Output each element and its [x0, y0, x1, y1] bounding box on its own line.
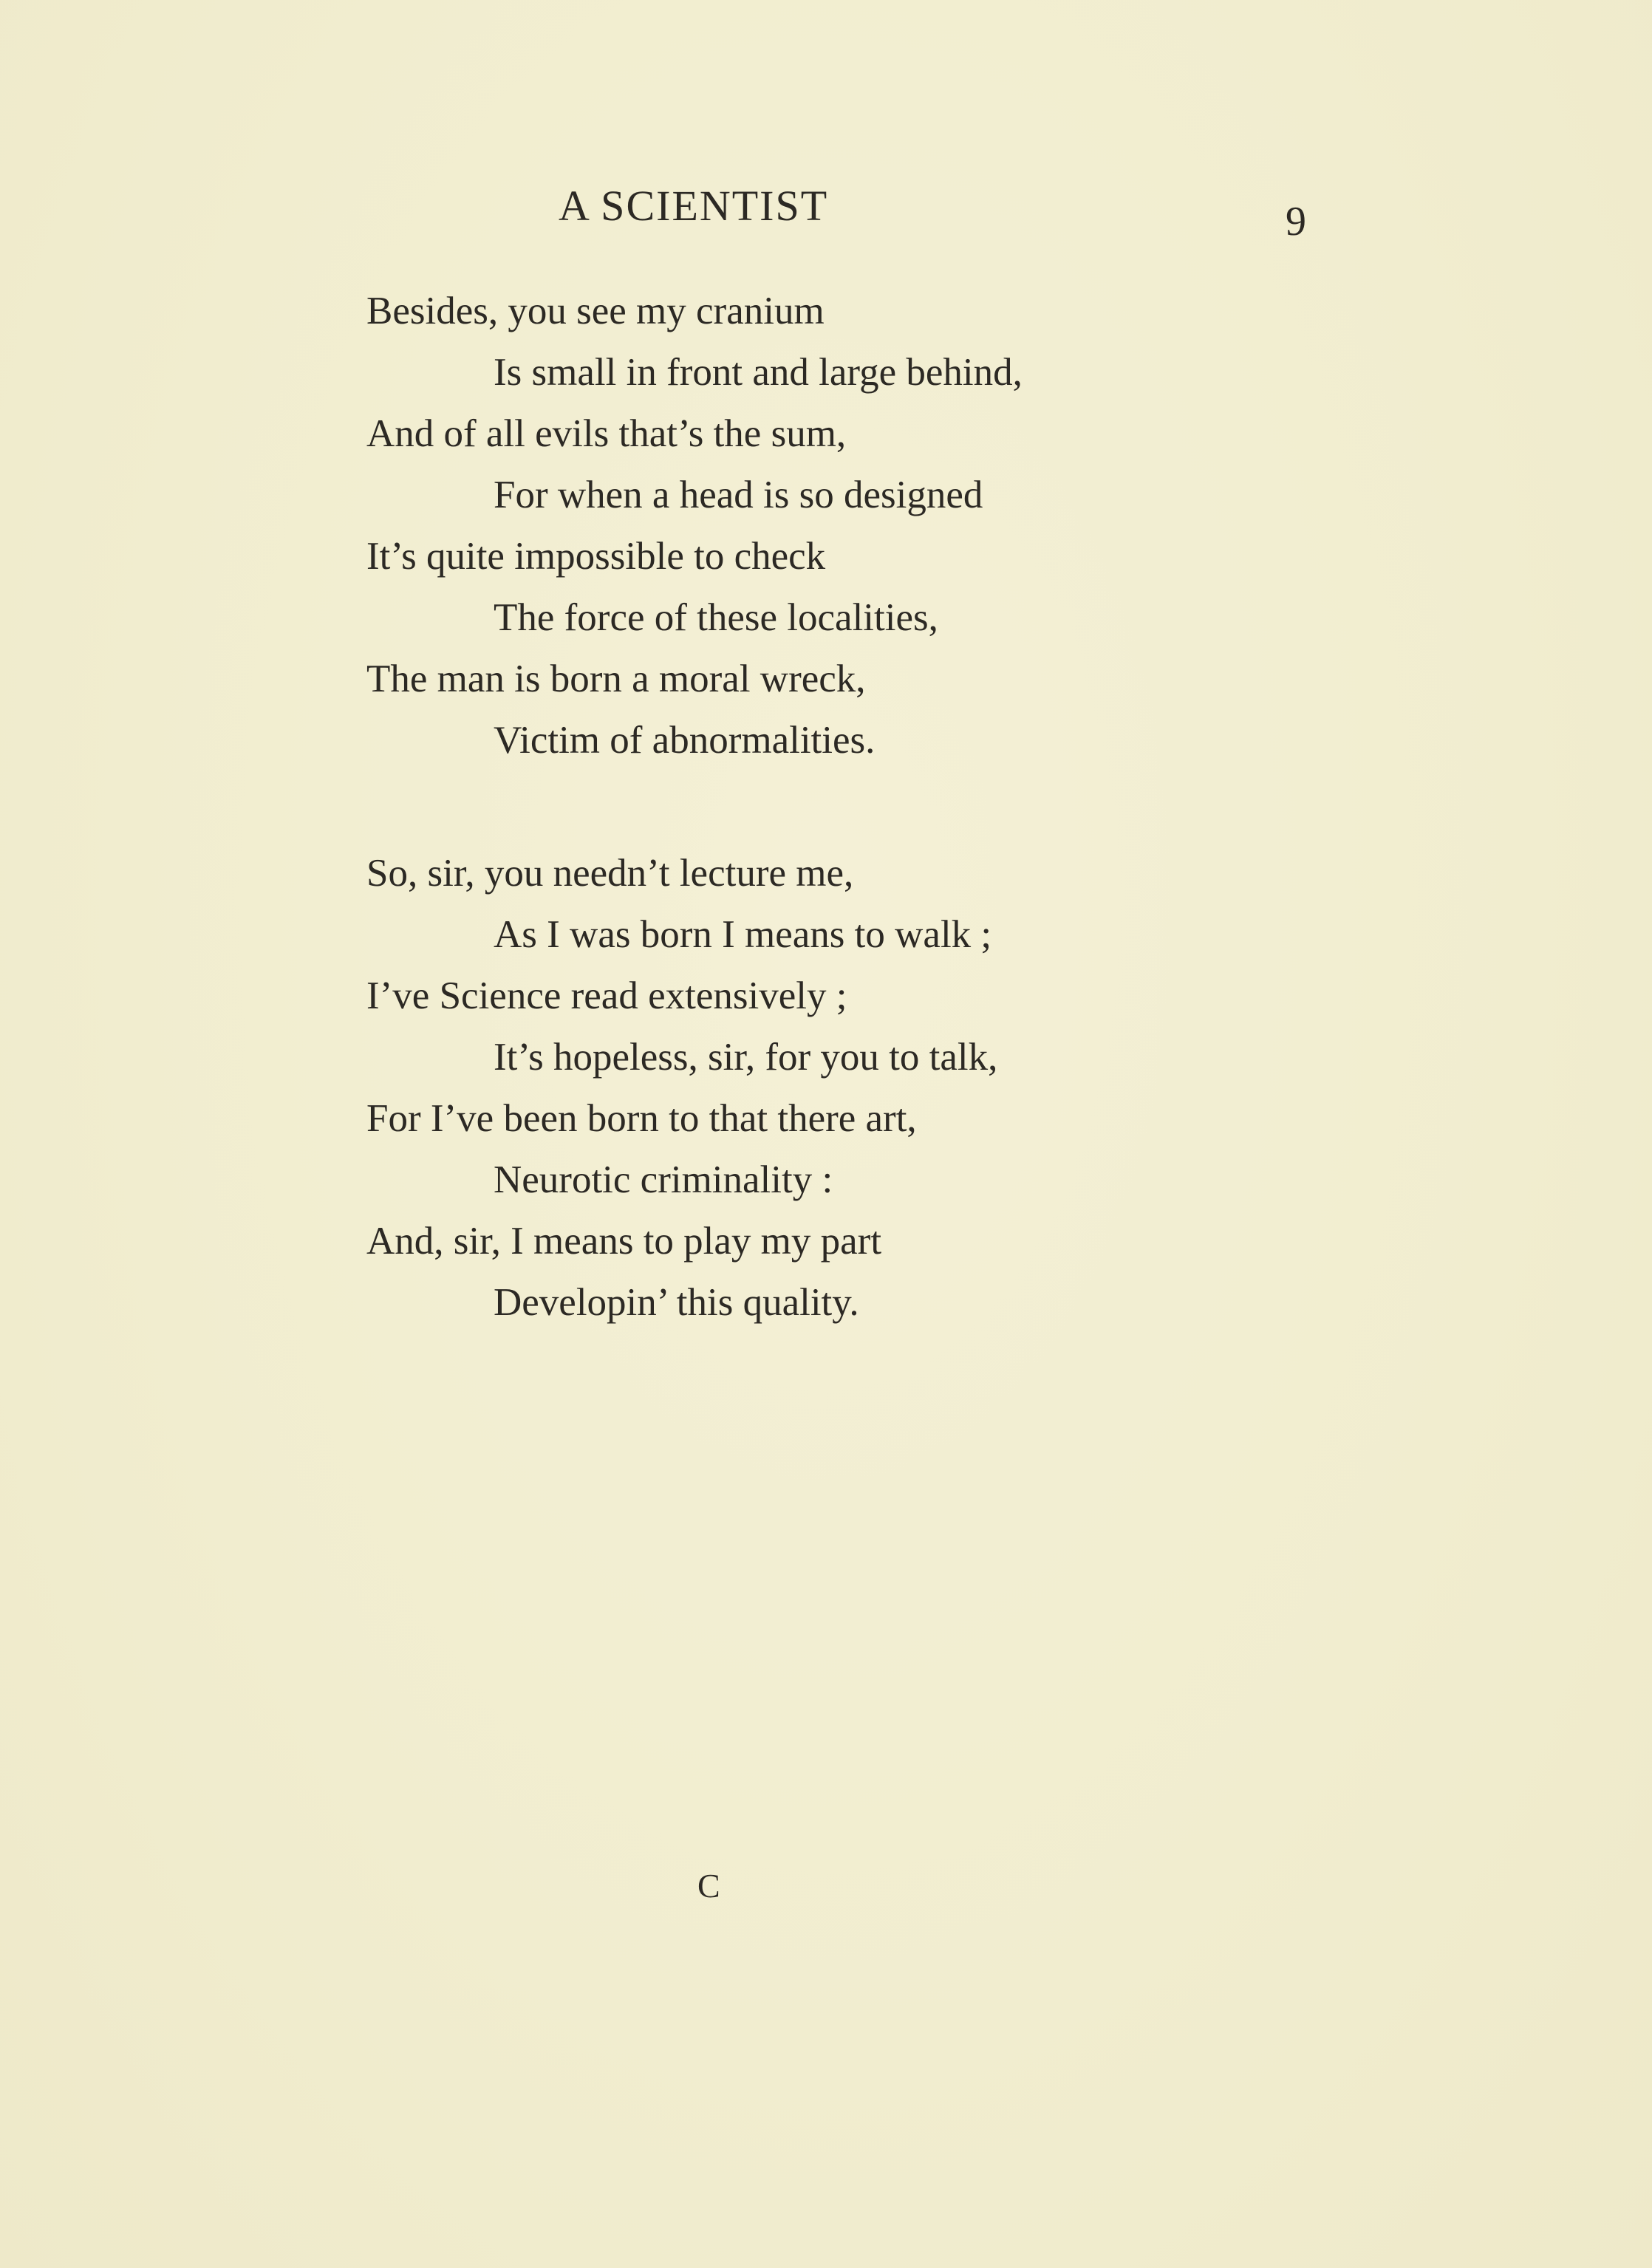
poem-line: Besides, you see my cranium — [366, 290, 825, 332]
poem-line: As I was born I means to walk ; — [494, 913, 992, 956]
signature-mark: C — [697, 1867, 720, 1905]
poem-line: The man is born a moral wreck, — [366, 657, 866, 700]
poem-line: Developin’ this quality. — [494, 1281, 859, 1324]
poem-line: For I’ve been born to that there art, — [366, 1097, 917, 1140]
stanza-2 — [366, 843, 997, 1333]
stanza-1 — [366, 281, 1023, 771]
poem-line: For when a head is so designed — [494, 474, 983, 516]
poem-line: It’s hopeless, sir, for you to talk, — [494, 1036, 998, 1079]
poem-line: I’ve Science read extensively ; — [366, 974, 847, 1017]
poem-line: And, sir, I means to play my part — [366, 1220, 882, 1263]
poem-line: The force of these localities, — [494, 596, 938, 639]
running-head: A SCIENTIST — [559, 182, 829, 230]
poem-line: It’s quite impossible to check — [366, 535, 826, 578]
page-number: 9 — [1286, 199, 1306, 245]
poem-line: Victim of abnormalities. — [494, 719, 876, 762]
poem-line: Is small in front and large behind, — [494, 351, 1023, 394]
poem-line: Neurotic criminality : — [494, 1158, 833, 1201]
poem-line: So, sir, you needn’t lecture me, — [366, 852, 854, 895]
poem-line: And of all evils that’s the sum, — [366, 412, 847, 455]
